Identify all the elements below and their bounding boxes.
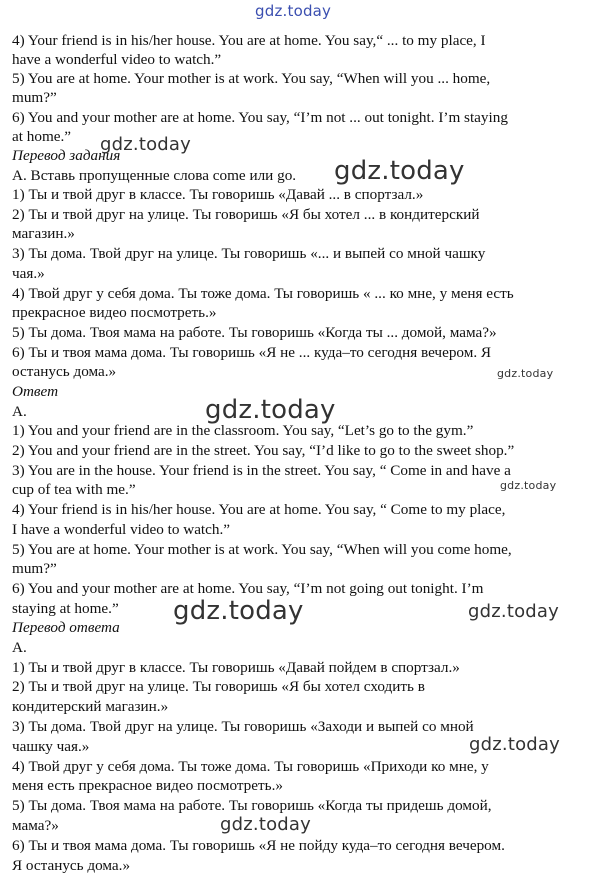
text-line: 5) Ты дома. Твоя мама на работе. Ты говоришь «Когда ты ... домой, мама?» bbox=[12, 324, 497, 341]
text-line: 2) Ты и твой друг на улице. Ты говоришь «Я бы хотел ... в кондитерский bbox=[12, 206, 480, 223]
text-line: 6) Ты и твоя мама дома. Ты говоришь «Я не пойду куда–то сегодня вечером. bbox=[12, 837, 505, 854]
text-line: А. Вставь пропущенные слова come или go. bbox=[12, 167, 297, 184]
watermark: gdz.today bbox=[205, 395, 336, 425]
text-line: 5) You are at home. Your mother is at work. You say, “When will you come home, bbox=[12, 541, 512, 558]
text-line: mum?” bbox=[12, 89, 57, 106]
watermark-top: gdz.today bbox=[255, 2, 332, 20]
text-line: 2) You and your friend are in the street. You say, “I’d like to go to the sweet shop.” bbox=[12, 442, 515, 459]
text-line: 1) You and your friend are in the classroom. You say, “Let’s go to the gym.” bbox=[12, 422, 474, 439]
watermark: gdz.today bbox=[100, 134, 192, 155]
section-heading-answer-translation: Перевод ответа bbox=[12, 619, 120, 636]
text-line: чая.» bbox=[12, 265, 45, 282]
text-line: 3) You are in the house. Your friend is in the street. You say, “ Come in and have a bbox=[12, 462, 511, 479]
text-line: 4) Your friend is in his/her house. You are at home. You say, “ Come to my place, bbox=[12, 501, 506, 518]
watermark: gdz.today bbox=[500, 479, 557, 492]
watermark: gdz.today bbox=[497, 367, 554, 380]
text-line: Я останусь дома.» bbox=[12, 857, 131, 874]
text-line: А. bbox=[12, 639, 27, 656]
watermark: gdz.today bbox=[173, 596, 304, 626]
watermark: gdz.today bbox=[220, 814, 312, 835]
text-line: 6) You and your mother are at home. You say, “I’m not going out tonight. I’m bbox=[12, 580, 484, 597]
text-line: A. bbox=[12, 403, 27, 420]
text-line: have a wonderful video to watch.” bbox=[12, 51, 222, 68]
text-line: 5) You are at home. Your mother is at work. You say, “When will you ... home, bbox=[12, 70, 491, 87]
text-line: I have a wonderful video to watch.” bbox=[12, 521, 231, 538]
text-line: staying at home.” bbox=[12, 600, 119, 617]
watermark: gdz.today bbox=[469, 734, 561, 755]
text-line: 4) Your friend is in his/her house. You are at home. You say,“ ... to my place, I bbox=[12, 32, 486, 49]
text-line: прекрасное видео посмотреть.» bbox=[12, 304, 217, 321]
text-line: 4) Твой друг у себя дома. Ты тоже дома. Ты говоришь « ... ко мне, у меня есть bbox=[12, 285, 514, 302]
text-line: мама?» bbox=[12, 817, 59, 834]
text-line: 3) Ты дома. Твой друг на улице. Ты говоришь «Заходи и выпей со мной bbox=[12, 718, 474, 735]
text-line: 5) Ты дома. Твоя мама на работе. Ты говоришь «Когда ты придешь домой, bbox=[12, 797, 492, 814]
text-line: кондитерский магазин.» bbox=[12, 698, 169, 715]
text-line: mum?” bbox=[12, 560, 57, 577]
watermark: gdz.today bbox=[334, 156, 465, 186]
text-line: 3) Ты дома. Твой друг на улице. Ты говоришь «... и выпей со мной чашку bbox=[12, 245, 486, 262]
text-line: 6) Ты и твоя мама дома. Ты говоришь «Я не ... куда–то сегодня вечером. Я bbox=[12, 344, 492, 361]
text-line: 1) Ты и твой друг в классе. Ты говоришь «Давай ... в спортзал.» bbox=[12, 186, 424, 203]
text-line: at home.” bbox=[12, 128, 72, 145]
text-line: меня есть прекрасное видео посмотреть.» bbox=[12, 777, 283, 794]
text-line: cup of tea with me.” bbox=[12, 481, 136, 498]
text-line: магазин.» bbox=[12, 225, 75, 242]
text-line: 1) Ты и твой друг в классе. Ты говоришь «Давай пойдем в спортзал.» bbox=[12, 659, 460, 676]
watermark: gdz.today bbox=[468, 601, 560, 622]
text-line: 4) Твой друг у себя дома. Ты тоже дома. Ты говоришь «Приходи ко мне, у bbox=[12, 758, 489, 775]
text-line: 2) Ты и твой друг на улице. Ты говоришь «Я бы хотел сходить в bbox=[12, 678, 425, 695]
text-line: чашку чая.» bbox=[12, 738, 90, 755]
section-heading-task-translation: Перевод задания bbox=[12, 147, 121, 164]
text-line: 6) You and your mother are at home. You say, “I’m not ... out tonight. I’m staying bbox=[12, 109, 508, 126]
text-line: останусь дома.» bbox=[12, 363, 117, 380]
section-heading-answer: Ответ bbox=[12, 383, 59, 400]
